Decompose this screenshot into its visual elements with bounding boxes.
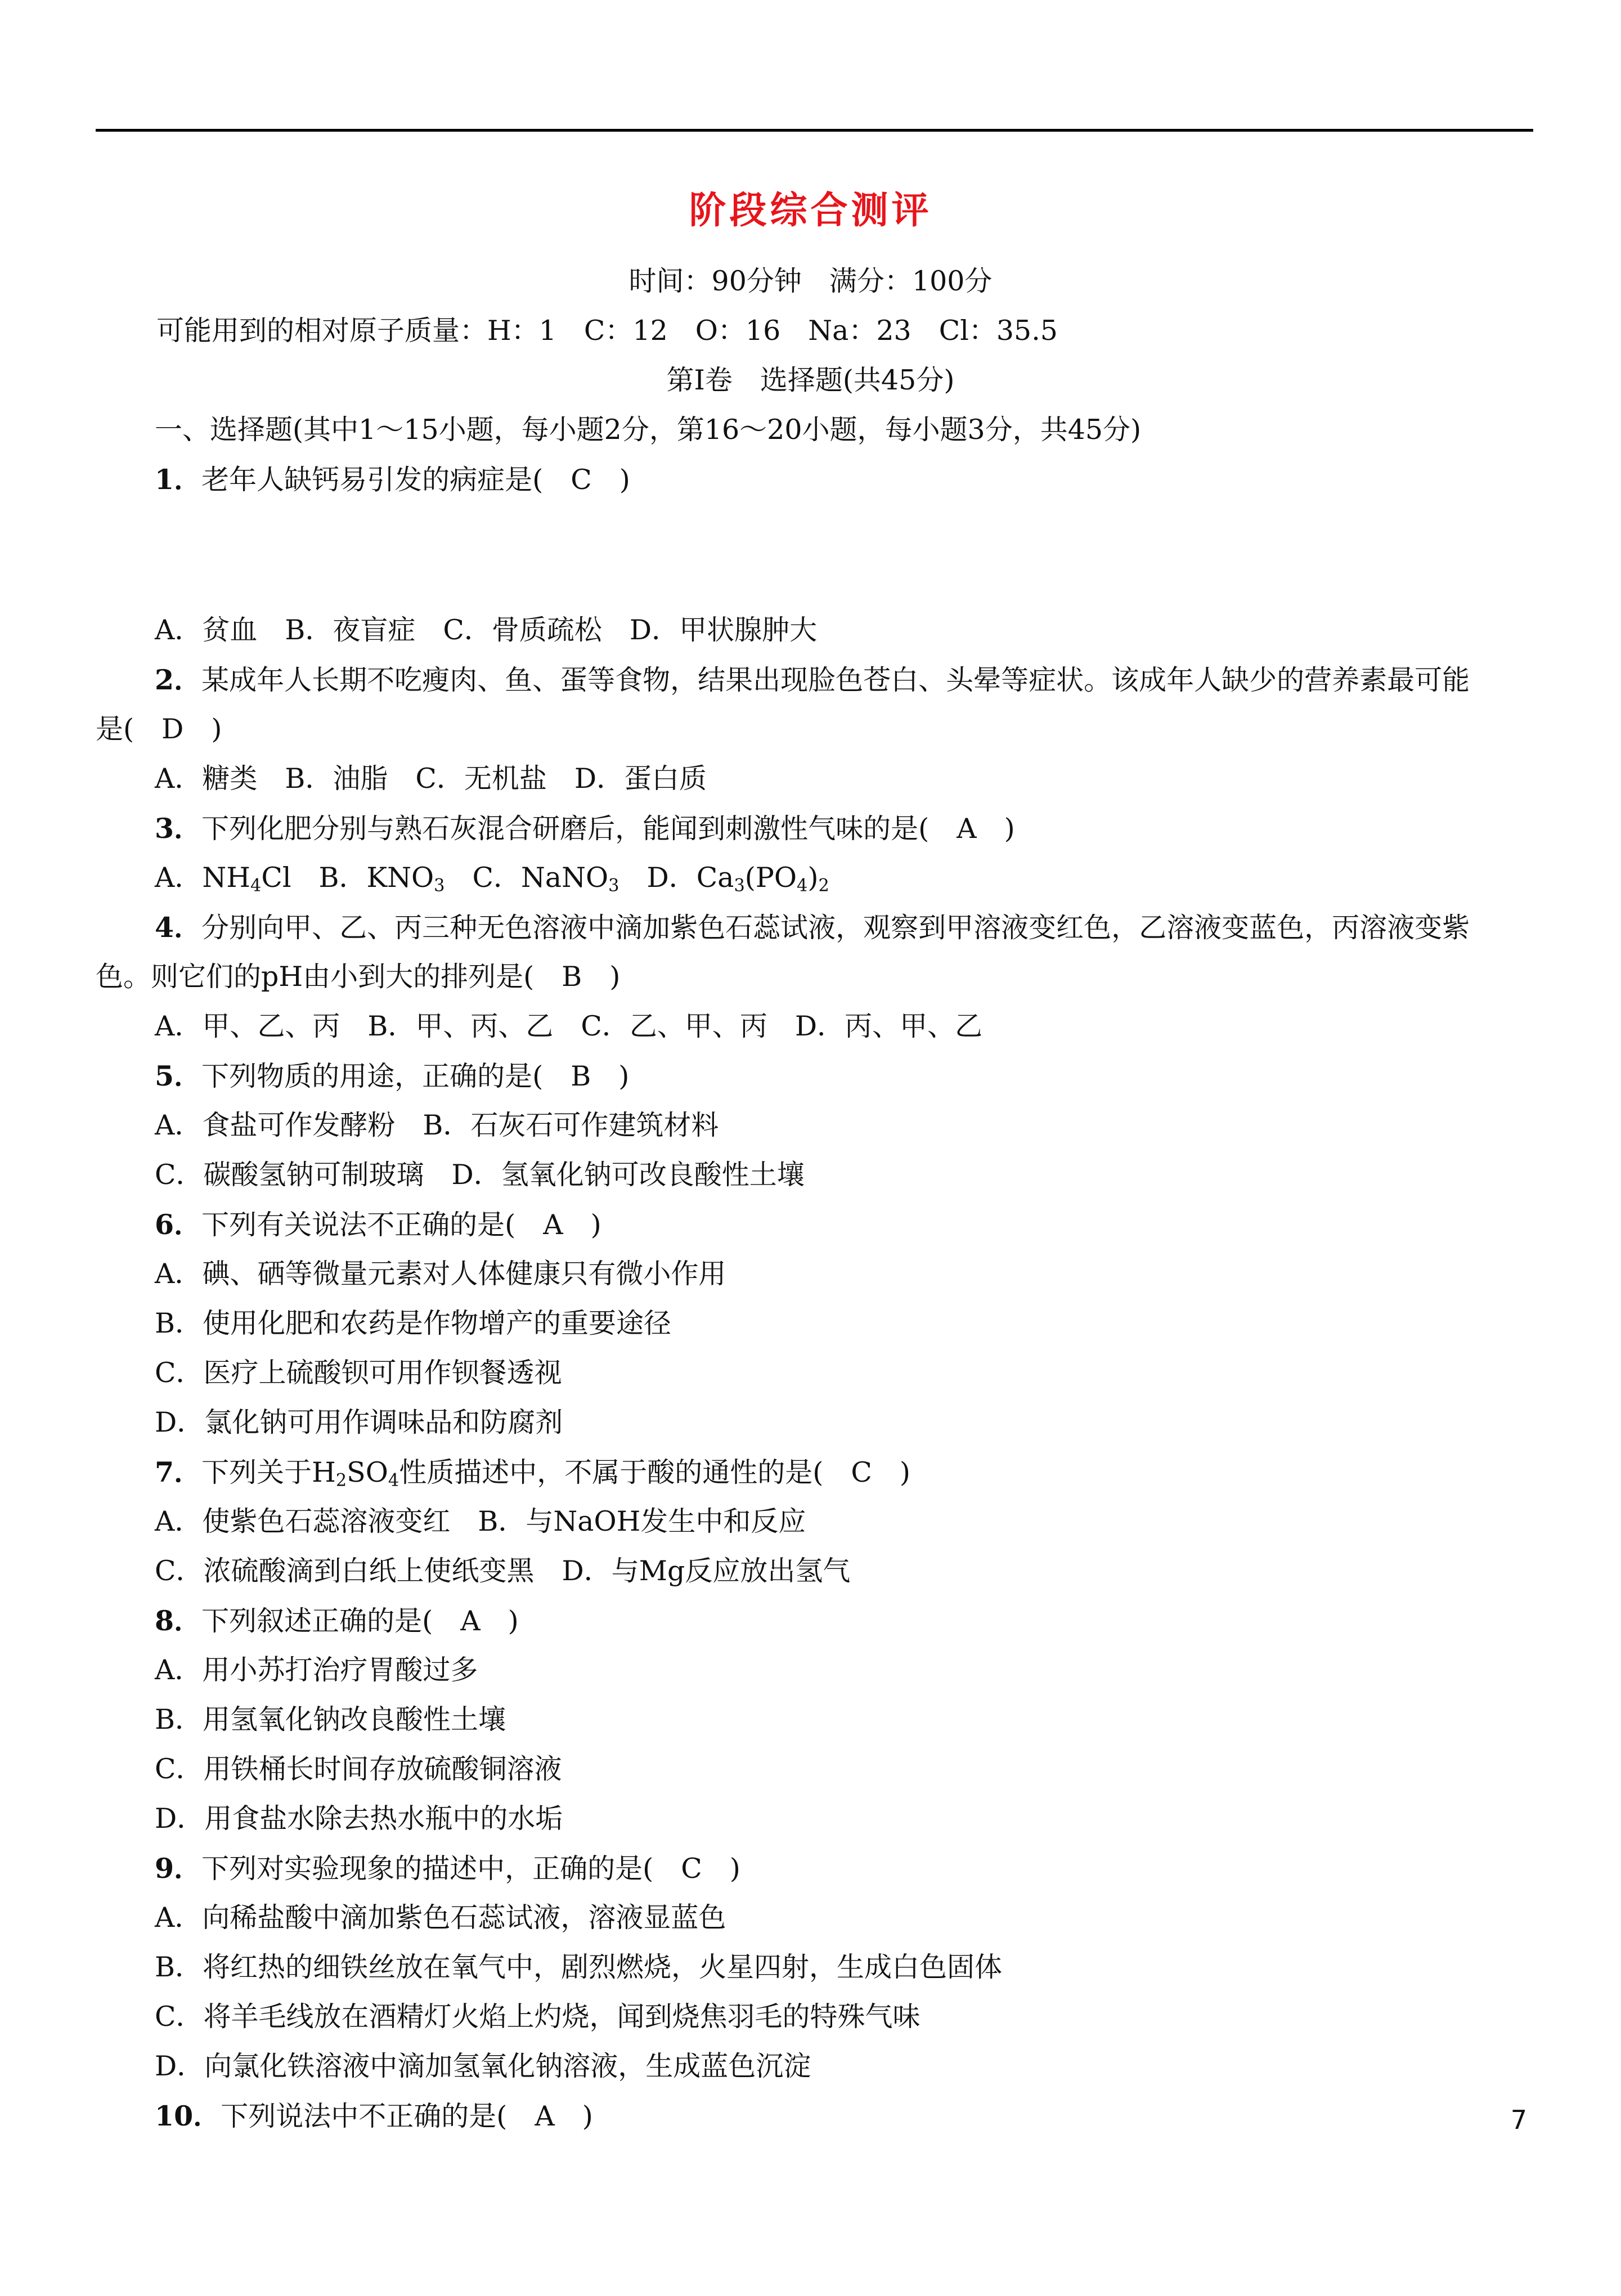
- question-8-option-d: D．用食盐水除去热水瓶中的水垢: [155, 1802, 563, 1835]
- option-a-text: A．NH: [155, 862, 250, 894]
- page-number: 7: [1510, 2105, 1527, 2135]
- atomic-mass-info: 可能用到的相对原子质量：H：1 C：12 O：16 Na：23 Cl：35.5: [156, 315, 1058, 347]
- question-4: [155, 911, 1470, 945]
- question-5: [155, 1059, 629, 1093]
- question-6-option-a: A．碘、硒等微量元素对人体健康只有微小作用: [155, 1258, 726, 1290]
- question-7-options-2: C．浓硫酸滴到白纸上使纸变黑 D．与Mg反应放出氢气: [155, 1555, 851, 1587]
- question-stem: 分别向甲、乙、丙三种无色溶液中滴加紫色石蕊试液，观察到甲溶液变红色，乙溶液变蓝色，丙溶液变紫: [201, 912, 1470, 944]
- question-stem: 下列有关说法不正确的是( A ): [201, 1209, 601, 1241]
- question-number: 9．: [155, 1852, 202, 1885]
- question-stem: 下列对实验现象的描述中，正确的是( C ): [201, 1853, 740, 1885]
- question-3-options: [155, 861, 829, 895]
- question-5-options-2: C．碳酸氢钠可制玻璃 D．氢氧化钠可改良酸性土壤: [155, 1159, 805, 1191]
- question-2: [155, 663, 1470, 697]
- question-9-option-d: D．向氯化铁溶液中滴加氢氧化钠溶液，生成蓝色沉淀: [155, 2050, 811, 2082]
- question-10: [155, 2099, 593, 2133]
- question-8-option-b: B．用氢氧化钠改良酸性土壤: [155, 1703, 506, 1736]
- question-stem: 下列叙述正确的是( A ): [201, 1605, 519, 1637]
- subscript: 4: [797, 876, 808, 896]
- question-8-option-c: C．用铁桶长时间存放硫酸铜溶液: [155, 1753, 562, 1785]
- question-6-option-d: D．氯化钠可用作调味品和防腐剂: [155, 1406, 563, 1438]
- question-number: 3．: [155, 812, 202, 845]
- question-9-option-b: B．将红热的细铁丝放在氧气中，剧烈燃烧，火星四射，生成白色固体: [155, 1951, 1003, 1983]
- subscript: 4: [250, 876, 262, 896]
- question-7: [155, 1455, 910, 1490]
- question-number: 2．: [155, 663, 202, 696]
- option-b-text: Cl B．KNO: [261, 862, 434, 894]
- volume-heading: 第Ⅰ卷 选择题(共45分): [666, 364, 955, 396]
- question-number: 6．: [155, 1208, 202, 1241]
- question-4-options: A．甲、乙、丙 B．甲、丙、乙 C．乙、甲、丙 D．丙、甲、乙: [155, 1010, 983, 1042]
- question-stem: SO: [347, 1456, 388, 1488]
- section-heading: 一、选择题(其中1～15小题，每小题2分，第16～20小题，每小题3分，共45分): [155, 414, 1142, 446]
- question-stem: 某成年人长期不吃瘦肉、鱼、蛋等食物，结果出现脸色苍白、头晕等症状。该成年人缺少的营养素最可能: [201, 664, 1470, 696]
- question-4-stem-cont: 色。则它们的pH由小到大的排列是( B ): [96, 961, 621, 993]
- subscript: 3: [734, 876, 745, 896]
- question-stem: 下列关于H: [201, 1456, 336, 1488]
- question-stem: 性质描述中，不属于酸的通性的是( C ): [399, 1456, 910, 1488]
- page-title: 阶段综合测评: [689, 189, 932, 232]
- question-1-options: A．贫血 B．夜盲症 C．骨质疏松 D．甲状腺肿大: [155, 614, 818, 646]
- question-number: 5．: [155, 1060, 202, 1092]
- option-d-text: (PO: [744, 862, 797, 894]
- question-7-options-1: A．使紫色石蕊溶液变红 B．与NaOH发生中和反应: [155, 1505, 806, 1537]
- option-d-text: ): [807, 862, 819, 894]
- question-stem: 下列说法中不正确的是( A ): [221, 2100, 593, 2132]
- option-d-text: D．Ca: [619, 862, 734, 894]
- question-6-option-b: B．使用化肥和农药是作物增产的重要途径: [155, 1307, 672, 1339]
- subscript: 4: [388, 1470, 399, 1491]
- question-1: [155, 463, 630, 497]
- question-number: 8．: [155, 1604, 202, 1637]
- question-stem: 下列化肥分别与熟石灰混合研磨后，能闻到刺激性气味的是( A ): [201, 813, 1015, 845]
- question-8-option-a: A．用小苏打治疗胃酸过多: [155, 1654, 478, 1686]
- subscript: 3: [434, 876, 445, 896]
- option-c-text: C．NaNO: [444, 862, 609, 894]
- question-6-option-c: C．医疗上硫酸钡可用作钡餐透视: [155, 1357, 562, 1389]
- question-stem: 老年人缺钙易引发的病症是( C ): [201, 464, 630, 496]
- subscript: 3: [608, 876, 619, 896]
- question-6: [155, 1208, 601, 1242]
- question-2-stem-cont: 是( D ): [96, 713, 222, 745]
- question-number: 1．: [155, 463, 202, 496]
- header-rule: [96, 129, 1533, 132]
- question-2-options: A．糖类 B．油脂 C．无机盐 D．蛋白质: [155, 763, 707, 795]
- subscript: 2: [335, 1470, 347, 1491]
- question-number: 7．: [155, 1456, 202, 1488]
- question-9-option-c: C．将羊毛线放在酒精灯火焰上灼烧，闻到烧焦羽毛的特殊气味: [155, 2001, 920, 2033]
- question-number: 10．: [155, 2100, 221, 2132]
- question-5-options-1: A．食盐可作发酵粉 B．石灰石可作建筑材料: [155, 1109, 719, 1141]
- question-stem: 下列物质的用途，正确的是( B ): [201, 1060, 630, 1092]
- question-number: 4．: [155, 911, 202, 944]
- exam-time-info: 时间：90分钟 满分：100分: [628, 265, 993, 297]
- question-9-option-a: A．向稀盐酸中滴加紫色石蕊试液，溶液显蓝色: [155, 1902, 726, 1934]
- question-3: [155, 811, 1015, 846]
- subscript: 2: [818, 876, 829, 896]
- question-9: [155, 1851, 740, 1886]
- question-8: [155, 1604, 519, 1638]
